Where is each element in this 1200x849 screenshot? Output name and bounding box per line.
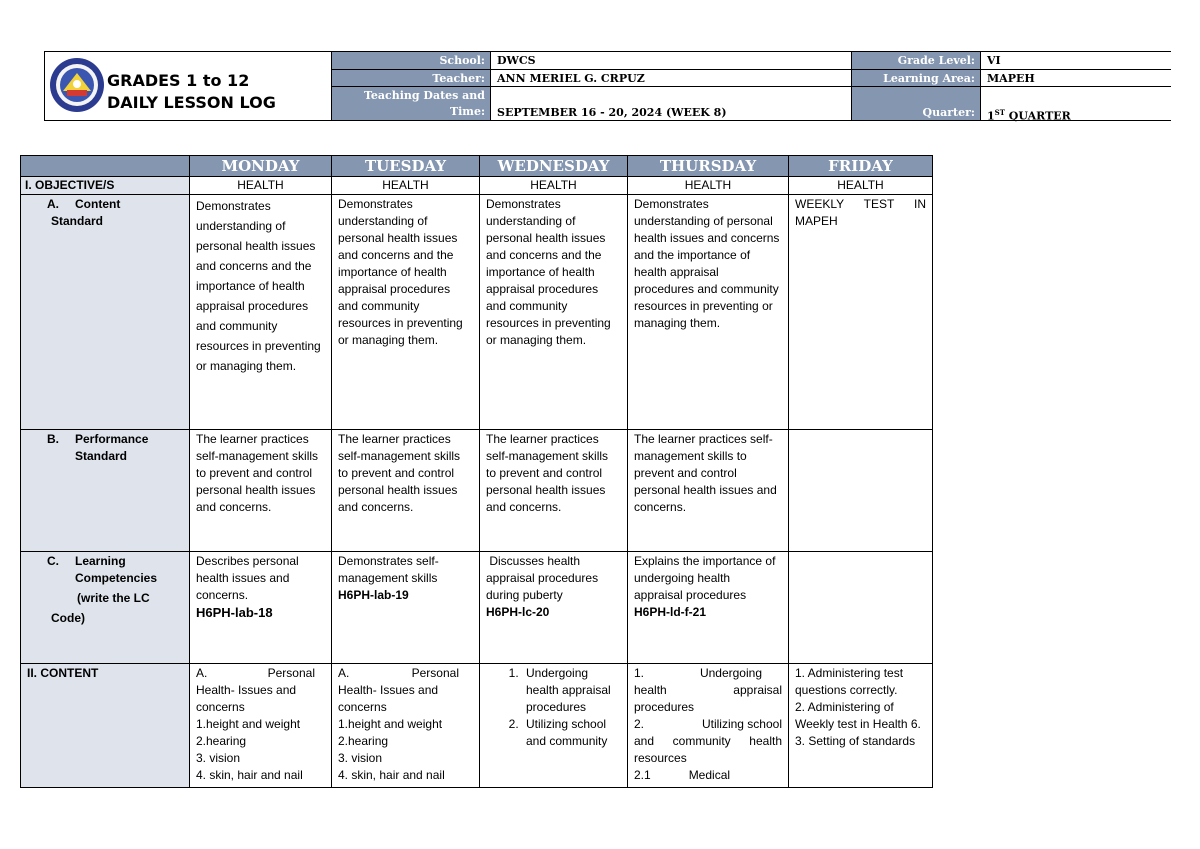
content-monday-item: 1.height and weight — [196, 717, 301, 731]
day-header-wednesday: WEDNESDAY — [480, 156, 628, 177]
competency-thursday — [628, 552, 789, 664]
content-thursday-text: 1. — [634, 666, 645, 680]
performance-standard-tuesday: The learner practices self-management skills to prevent and control personal health issues and concerns. — [332, 430, 480, 552]
competency-monday — [190, 552, 332, 664]
competencies-label — [21, 552, 190, 664]
school-label: School: — [331, 52, 490, 70]
competencies-row — [21, 552, 933, 664]
competency-wednesday-code: H6PH-lc-20 — [486, 605, 550, 619]
content-friday-item: 1. Administering test questions correctly. — [795, 666, 904, 697]
corner-cell — [21, 156, 190, 177]
content-tuesday-item: 1.height and weight — [338, 717, 443, 731]
content-monday-item: 2.hearing — [196, 734, 247, 748]
content-standard-row — [21, 195, 933, 430]
competency-monday-code: H6PH-lab-18 — [196, 605, 273, 620]
doc-title-line2: DAILY LESSON LOG — [107, 93, 276, 112]
content-monday-title: Personal — [267, 666, 315, 680]
content-thursday-text: Undergoing — [699, 666, 762, 680]
performance-standard-label-1: Performance — [75, 432, 149, 446]
competency-tuesday-text: Demonstrates self-management skills — [338, 554, 439, 585]
subject-wednesday: HEALTH — [480, 177, 628, 195]
content-standard-tuesday: Demonstrates understanding of personal health issues and concerns and the importance of health appraisal procedures and community resources in preventing or managing them. — [332, 195, 480, 430]
competency-monday-text: Describes personal health issues and concerns. — [196, 554, 299, 602]
content-thursday-text: 2. — [634, 717, 645, 731]
deped-seal-icon — [49, 57, 105, 113]
daily-lesson-log-table — [20, 155, 933, 788]
competencies-label-1: Learning — [75, 554, 126, 568]
content-standard-friday: WEEKLY TEST IN MAPEH — [789, 195, 933, 430]
content-wednesday — [480, 664, 628, 788]
competency-thursday-code: H6PH-ld-f-21 — [634, 605, 707, 619]
content-thursday-text: health — [634, 683, 667, 697]
day-header-monday: MONDAY — [190, 156, 332, 177]
content-thursday-text: Medical — [688, 768, 731, 782]
content-monday-item: 3. vision — [196, 751, 241, 765]
content-tuesday-letter: A. — [338, 666, 350, 680]
content-wednesday-item: 2. Utilizing school and community — [522, 716, 621, 750]
quarter-ordinal: ST — [994, 108, 1005, 117]
teaching-dates-label-line1: Teaching Dates and — [363, 89, 485, 102]
performance-standard-label-2: Standard — [75, 449, 128, 463]
competencies-label-3: (write the LC — [77, 591, 150, 605]
content-thursday-line — [634, 767, 782, 784]
content-wednesday-item: 1. Undergoing health appraisal procedures — [522, 665, 621, 716]
day-header-row — [21, 156, 933, 177]
content-row — [21, 664, 933, 788]
content-standard-monday: Demonstrates understanding of personal health issues and concerns and the importance of health appraisal procedures and community resources in preventing or managing them. — [190, 195, 332, 430]
content-monday-item: 4. skin, hair and nail — [196, 768, 303, 782]
content-standard-label-2: Standard — [51, 214, 104, 228]
performance-standard-row — [21, 430, 933, 552]
content-wednesday-list — [486, 665, 621, 750]
day-header-friday: FRIDAY — [789, 156, 933, 177]
teaching-dates-label-line2: Time: — [449, 105, 485, 118]
content-thursday-text: 2.1 — [634, 768, 651, 782]
quarter-number: 1 — [987, 109, 995, 123]
objectives-row — [21, 177, 933, 195]
competency-tuesday-code: H6PH-lab-19 — [338, 588, 409, 602]
content-tuesday-heading — [338, 665, 473, 682]
content-standard-thursday: Demonstrates understanding of personal health issues and concerns and the importance of health appraisal procedures and community resources in preventing or managing them. — [628, 195, 789, 430]
performance-standard-label — [21, 430, 190, 552]
content-tuesday-title: Personal — [411, 666, 459, 680]
content-tuesday-item: 2.hearing — [338, 734, 389, 748]
content-monday — [190, 664, 332, 788]
teaching-dates-label — [331, 87, 490, 120]
competencies-label-4: Code) — [51, 611, 85, 625]
quarter-word: QUARTER — [1004, 109, 1071, 123]
content-thursday-line — [634, 665, 782, 682]
content-friday-item: 2. Administering of Weekly test in Health 6. — [795, 700, 921, 731]
learning-area-value: MAPEH — [980, 70, 1171, 87]
content-tuesday-subtitle: Health- Issues and concerns — [338, 683, 439, 714]
quarter-label: Quarter: — [851, 87, 980, 120]
subject-thursday: HEALTH — [628, 177, 789, 195]
content-friday — [789, 664, 933, 788]
subject-friday: HEALTH — [789, 177, 933, 195]
content-thursday-text: procedures — [634, 700, 695, 714]
competency-tuesday — [332, 552, 480, 664]
content-thursday-line — [634, 716, 782, 733]
competency-wednesday-text: Discusses health appraisal procedures during puberty — [486, 554, 602, 602]
content-tuesday — [332, 664, 480, 788]
content-label: II. CONTENT — [21, 664, 190, 788]
competencies-label-2: Competencies — [75, 571, 158, 585]
performance-standard-monday: The learner practices self-management skills to prevent and control personal health issues and concerns. — [190, 430, 332, 552]
performance-standard-wednesday: The learner practices self-management skills to prevent and control personal health issues and concerns. — [480, 430, 628, 552]
content-tuesday-item: 3. vision — [338, 751, 383, 765]
performance-standard-letter: B. — [47, 432, 59, 446]
teacher-value: ANN MERIEL G. CRPUZ — [490, 70, 851, 87]
grade-level-label: Grade Level: — [851, 52, 980, 70]
content-thursday — [628, 664, 789, 788]
quarter-value — [980, 87, 1171, 123]
content-monday-heading — [196, 665, 325, 682]
content-monday-subtitle: Health- Issues and concerns — [196, 683, 297, 714]
content-standard-label-1: Content — [75, 197, 121, 211]
header-title-block — [45, 52, 331, 120]
content-thursday-text: appraisal — [733, 683, 782, 697]
school-value: DWCS — [490, 52, 851, 70]
doc-title-line1: GRADES 1 to 12 — [107, 71, 250, 90]
header-box — [44, 51, 1171, 121]
teacher-label: Teacher: — [331, 70, 490, 87]
grade-level-value: VI — [980, 52, 1171, 70]
content-friday-item: 3. Setting of standards — [795, 734, 916, 748]
subject-tuesday: HEALTH — [332, 177, 480, 195]
content-tuesday-item: 4. skin, hair and nail — [338, 768, 445, 782]
performance-standard-friday — [789, 430, 933, 552]
competency-wednesday — [480, 552, 628, 664]
competency-thursday-text: Explains the importance of undergoing health appraisal procedures — [634, 554, 776, 602]
content-thursday-text: Utilizing school — [701, 717, 782, 731]
learning-area-label: Learning Area: — [851, 70, 980, 87]
subject-monday: HEALTH — [190, 177, 332, 195]
objectives-label: I. OBJECTIVE/S — [21, 177, 190, 195]
content-monday-letter: A. — [196, 666, 208, 680]
content-thursday-text: and community health resources — [634, 734, 782, 765]
performance-standard-thursday: The learner practices self-management skills to prevent and control personal health issues and concerns. — [628, 430, 789, 552]
competency-friday — [789, 552, 933, 664]
day-header-tuesday: TUESDAY — [332, 156, 480, 177]
content-standard-letter: A. — [47, 197, 59, 211]
content-standard-label — [21, 195, 190, 430]
day-header-thursday: THURSDAY — [628, 156, 789, 177]
teaching-dates-value: SEPTEMBER 16 - 20, 2024 (WEEK 8) — [490, 87, 851, 120]
content-standard-wednesday: Demonstrates understanding of personal health issues and concerns and the importance of health appraisal procedures and community resources in preventing or managing them. — [480, 195, 628, 430]
competencies-letter: C. — [47, 554, 59, 568]
content-thursday-line — [634, 682, 782, 699]
